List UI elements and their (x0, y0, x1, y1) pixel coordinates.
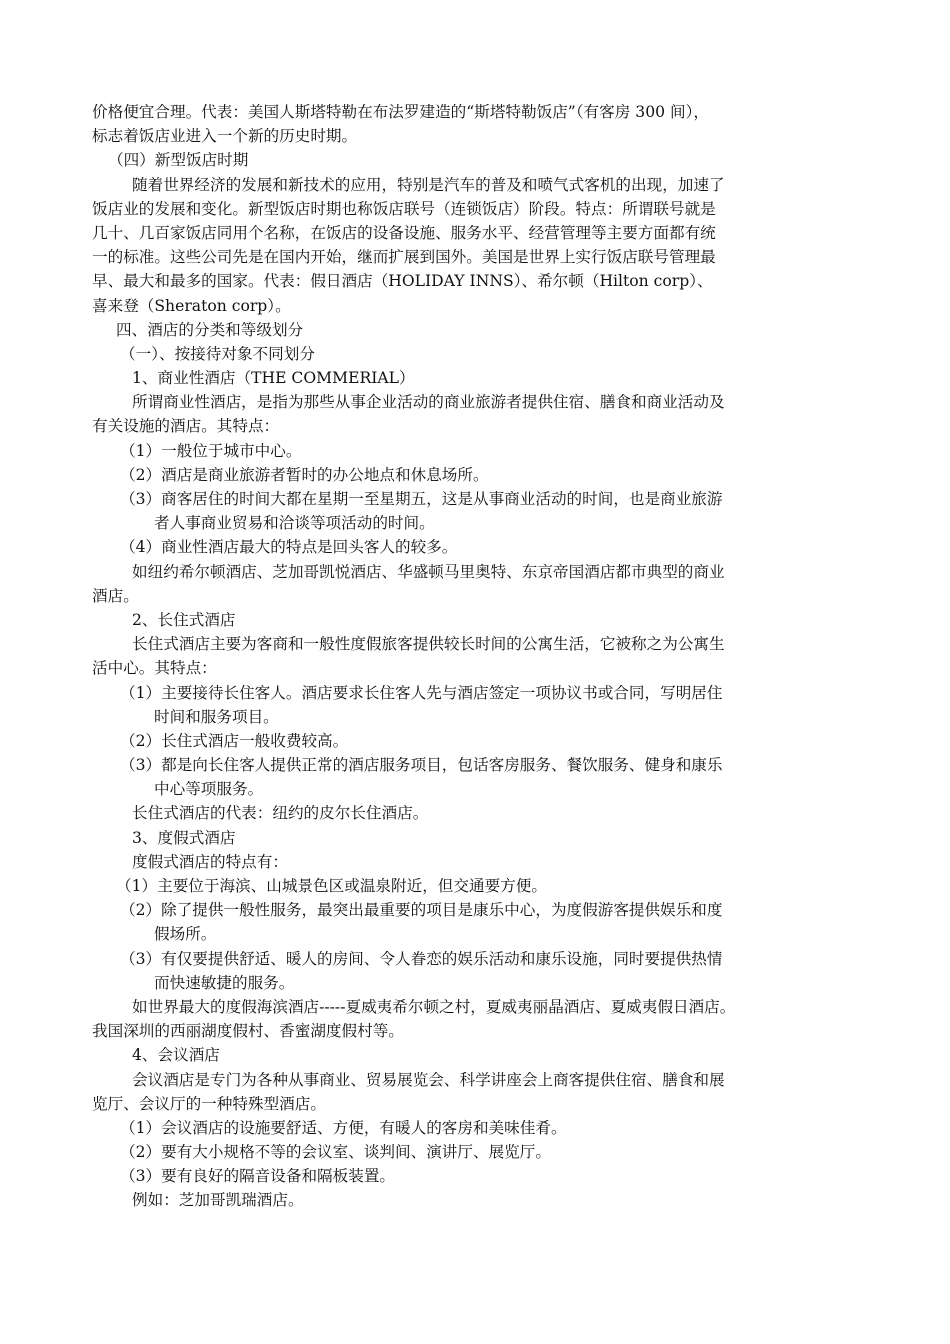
text-line: 长住式酒店主要为客商和一般性度假旅客提供较长时间的公寓生活，它被称之为公寓生 (132, 635, 725, 654)
text-line: 长住式酒店的代表：纽约的皮尔长住酒店。 (132, 804, 429, 823)
text-line: （2）长住式酒店一般收费较高。 (120, 731, 349, 750)
text-line: 随着世界经济的发展和新技术的应用，特别是汽车的普及和喷气式客机的出现，加速了 (132, 175, 725, 194)
text-line: 一的标准。这些公司先是在国内开始，继而扩展到国外。美国是世界上实行饭店联号管理最 (92, 248, 716, 267)
text-line: 如世界最大的度假海滨酒店-----夏威夷希尔顿之村，夏威夷丽晶酒店、夏威夷假日酒店。 (132, 997, 736, 1016)
text-line: （1）一般位于城市中心。 (120, 441, 302, 460)
text-line: 喜来登（Sheraton corp）。 (92, 296, 291, 315)
text-line: （3）要有良好的隔音设备和隔板装置。 (120, 1167, 396, 1186)
text-line: 览厅、会议厅的一种特殊型酒店。 (92, 1094, 326, 1113)
text-line: 时间和服务项目。 (154, 707, 279, 726)
text-line: 会议酒店是专门为各种从事商业、贸易展览会、科学讲座会上商客提供住宿、膳食和展 (132, 1070, 725, 1089)
text-line: （3）有仅要提供舒适、暖人的房间、令人眷恋的娱乐活动和康乐设施，同时要提供热情 (120, 949, 723, 968)
text-line: 所谓商业性酒店，是指为那些从事企业活动的商业旅游者提供住宿、膳食和商业活动及 (132, 393, 725, 412)
text-line: （1）主要接待长住客人。酒店要求长住客人先与酒店签定一项协议书或合同，写明居住 (120, 683, 723, 702)
text-line: 我国深圳的西丽湖度假村、香蜜湖度假村等。 (92, 1022, 404, 1041)
text-line: 酒店。 (92, 586, 139, 605)
text-line: 2、长住式酒店 (132, 610, 236, 629)
text-line: （2）要有大小规格不等的会议室、谈判间、演讲厅、展览厅。 (120, 1143, 551, 1162)
text-line: （1）主要位于海滨、山城景色区或温泉附近，但交通要方便。 (116, 877, 547, 895)
text-line: 而快速敏捷的服务。 (154, 973, 295, 992)
text-line: （2）除了提供一般性服务，最突出最重要的项目是康乐中心，为度假游客提供娱乐和度 (120, 901, 723, 920)
text-line: 几十、几百家饭店同用个名称，在饭店的设备设施、服务水平、经营管理等主要方面都有统 (92, 223, 716, 242)
text-line: （1）会议酒店的设施要舒适、方便，有暖人的客房和美味佳肴。 (120, 1118, 567, 1137)
text-line: 四、酒店的分类和等级划分 (116, 320, 304, 339)
document-page (92, 100, 872, 1213)
text-line: （4）商业性酒店最大的特点是回头客人的较多。 (120, 538, 458, 557)
text-line: 者人事商业贸易和洽谈等项活动的时间。 (154, 514, 435, 533)
text-line: （3）都是向长住客人提供正常的酒店服务项目，包话客房服务、餐饮服务、健身和康乐 (120, 756, 723, 775)
text-line: 例如：芝加哥凯瑞酒店。 (132, 1191, 304, 1210)
text-line: （3）商客居住的时间大都在星期一至星期五，这是从事商业活动的时间，也是商业旅游 (120, 490, 723, 508)
text-line: 3、度假式酒店 (132, 828, 236, 847)
text-line: 中心等项服务。 (154, 780, 264, 799)
text-line: 假场所。 (154, 925, 217, 944)
text-line: 4、会议酒店 (132, 1046, 220, 1065)
text-line: 活中心。其特点： (92, 659, 217, 678)
text-line: 饭店业的发展和变化。新型饭店时期也称饭店联号（连锁饭店）阶段。特点：所谓联号就是 (92, 199, 716, 218)
text-line: 价格便宜合理。代表：美国人斯塔特勒在布法罗建造的“斯塔特勒饭店”（有客房 300 间）， (92, 103, 709, 121)
text-line: （一）、按接待对象不同划分 (120, 344, 315, 363)
text-line: 标志着饭店业进入一个新的历史时期。 (92, 127, 358, 146)
text-line: （2）酒店是商业旅游者暂时的办公地点和休息场所。 (120, 465, 489, 484)
text-line: 有关设施的酒店。其特点： (92, 417, 280, 436)
text-line: 如纽约希尔顿酒店、芝加哥凯悦酒店、华盛顿马里奥特、东京帝国酒店都市典型的商业 (132, 562, 725, 581)
text-line: 1、商业性酒店（THE COMMERIAL） (132, 369, 415, 388)
text-line: 早、最大和最多的国家。代表：假日酒店（HOLIDAY INNS）、希尔顿（Hilton corp）、 (92, 272, 713, 291)
text-line: （四）新型饭店时期 (108, 151, 249, 170)
text-line: 度假式酒店的特点有： (132, 852, 288, 871)
